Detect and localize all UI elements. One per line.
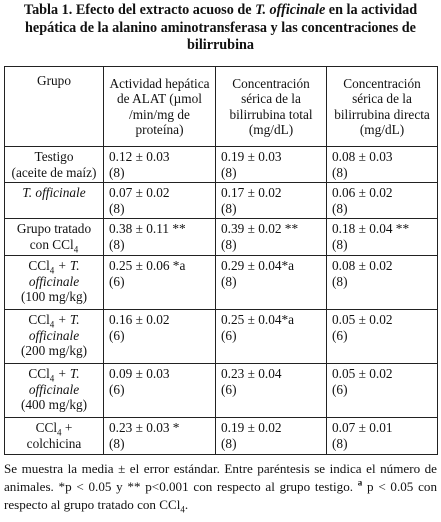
alat-cell — [104, 183, 216, 219]
alat-n: (8) — [109, 164, 125, 180]
bil-total-n: (8) — [221, 164, 237, 180]
bil-direct-value: 0.07 ± 0.01 — [332, 420, 393, 435]
group-label-detail: colchicina — [26, 435, 82, 451]
bil-direct-value: 0.06 ± 0.02 — [332, 185, 393, 200]
group-label-detail: (aceite de maíz) — [11, 164, 97, 180]
caption-suffix: en la actividad hepática de la alanino aminotransferasa y las concentraciones de bilirrubina — [25, 2, 418, 53]
group-label: CCl$_4$ + T. — [28, 366, 80, 384]
bil-total-value: 0.23 ± 0.04 — [221, 366, 282, 381]
bil-direct-n: (8) — [332, 164, 348, 180]
alat-cell — [104, 219, 216, 256]
bil-direct-cell — [327, 183, 438, 219]
group-cell — [5, 219, 104, 256]
group-cell — [5, 183, 104, 219]
bil-total-value: 0.39 ± 0.02 ** — [221, 221, 299, 236]
alat-value: 0.12 ± 0.03 — [109, 149, 170, 164]
alat-value: 0.07 ± 0.02 — [109, 185, 170, 200]
alat-cell — [104, 418, 216, 455]
bil-total-n: (8) — [221, 200, 237, 216]
bil-direct-n: (8) — [332, 435, 348, 451]
bil-total-value: 0.29 ± 0.04*a — [221, 258, 295, 273]
bil-total-value: 0.19 ± 0.03 — [221, 149, 282, 164]
bil-total-cell — [216, 183, 327, 219]
bil-total-n: (6) — [221, 327, 237, 343]
alat-n: (6) — [109, 327, 125, 343]
group-label-dose: (400 mg/kg) — [20, 397, 88, 412]
bil-direct-cell — [327, 219, 438, 256]
table-row — [5, 219, 438, 256]
footnote-sub-4: 4 — [180, 504, 185, 515]
group-label-dose: (100 mg/kg) — [20, 289, 88, 304]
alat-value: 0.09 ± 0.03 — [109, 366, 170, 381]
group-label-detail: con CCl$_4$ — [29, 236, 79, 255]
header-bilirubin-direct: Concentración sérica de la bilirrubina directa (mg/dL) — [327, 67, 438, 147]
group-cell — [5, 418, 104, 455]
bil-total-cell — [216, 147, 327, 183]
group-cell — [5, 147, 104, 183]
header-row — [5, 67, 438, 147]
bil-direct-cell — [327, 147, 438, 183]
group-label-species: officinale — [28, 327, 80, 343]
footnote-text-2: p < 0.05 con respecto al grupo tratado con CCl — [4, 479, 437, 512]
group-label: Testigo — [34, 149, 74, 164]
group-label: CCl$_4$ + T. — [28, 258, 80, 276]
group-cell — [5, 310, 104, 364]
bil-direct-n: (8) — [332, 273, 348, 289]
bil-direct-cell — [327, 310, 438, 364]
bil-direct-value: 0.08 ± 0.03 — [332, 149, 393, 164]
bil-total-cell — [216, 310, 327, 364]
bil-direct-cell — [327, 256, 438, 310]
header-bilirubin-total: Concentración sérica de la bilirrubina total (mg/dL) — [216, 67, 327, 147]
group-cell — [5, 364, 104, 418]
bil-total-n: (8) — [221, 236, 237, 252]
bil-total-value: 0.17 ± 0.02 — [221, 185, 282, 200]
bil-direct-n: (6) — [332, 327, 348, 343]
bil-direct-value: 0.18 ± 0.04 ** — [332, 221, 410, 236]
alat-value: 0.25 ± 0.06 *a — [109, 258, 186, 273]
bil-total-n: (8) — [221, 435, 237, 451]
group-cell — [5, 256, 104, 310]
bil-direct-cell — [327, 364, 438, 418]
bil-direct-cell — [327, 418, 438, 455]
alat-n: (8) — [109, 236, 125, 252]
data-table — [4, 66, 438, 455]
group-label-species: officinale — [28, 381, 80, 397]
alat-value: 0.16 ± 0.02 — [109, 312, 170, 327]
alat-cell — [104, 364, 216, 418]
table-row — [5, 147, 438, 183]
alat-value: 0.38 ± 0.11 ** — [109, 221, 186, 236]
header-alat: Actividad hepática de ALAT (µmol /min/mg de proteína) — [104, 67, 216, 147]
table-row — [5, 364, 438, 418]
alat-n: (6) — [109, 273, 125, 289]
group-label: CCl$_4$ + — [35, 420, 73, 438]
bil-total-value: 0.25 ± 0.04*a — [221, 312, 295, 327]
caption-prefix: Tabla 1. Efecto del extracto acuoso de — [23, 2, 256, 18]
group-label: Grupo tratado — [16, 221, 92, 236]
alat-cell — [104, 310, 216, 364]
footnote-end: . — [184, 497, 189, 512]
table-row — [5, 256, 438, 310]
bil-direct-value: 0.05 ± 0.02 — [332, 366, 393, 381]
alat-n: (8) — [109, 435, 125, 451]
caption-species: T. officinale — [255, 2, 326, 18]
group-label: T. officinale — [22, 185, 86, 200]
bil-total-n: (8) — [221, 273, 237, 289]
bil-total-cell — [216, 364, 327, 418]
bil-direct-value: 0.05 ± 0.02 — [332, 312, 393, 327]
bil-total-cell — [216, 219, 327, 256]
alat-cell — [104, 147, 216, 183]
footnote-sup-a: a — [357, 477, 363, 488]
table-row — [5, 418, 438, 455]
group-label: CCl$_4$ + T. — [28, 312, 80, 330]
bil-total-n: (6) — [221, 381, 237, 397]
alat-n: (6) — [109, 381, 125, 397]
table-row — [5, 183, 438, 219]
alat-cell — [104, 256, 216, 310]
footnote-text: Se muestra la media ± el error estándar. Entre paréntesis se indica el número de animales. *p < 0.05 y ** p<0.001 con respecto al grupo testigo. — [4, 461, 437, 494]
alat-value: 0.23 ± 0.03 * — [109, 420, 180, 435]
group-label-species: officinale — [28, 273, 80, 289]
group-label-dose: (200 mg/kg) — [20, 343, 88, 358]
bil-direct-value: 0.08 ± 0.02 — [332, 258, 393, 273]
bil-direct-n: (8) — [332, 200, 348, 216]
table-row — [5, 310, 438, 364]
bil-total-cell — [216, 418, 327, 455]
bil-direct-n: (6) — [332, 381, 348, 397]
table-footnote — [4, 460, 437, 514]
bil-total-cell — [216, 256, 327, 310]
alat-n: (8) — [109, 200, 125, 216]
bil-total-value: 0.19 ± 0.02 — [221, 420, 282, 435]
header-group: Grupo — [5, 67, 104, 147]
table-caption — [4, 2, 437, 55]
bil-direct-n: (8) — [332, 236, 348, 252]
